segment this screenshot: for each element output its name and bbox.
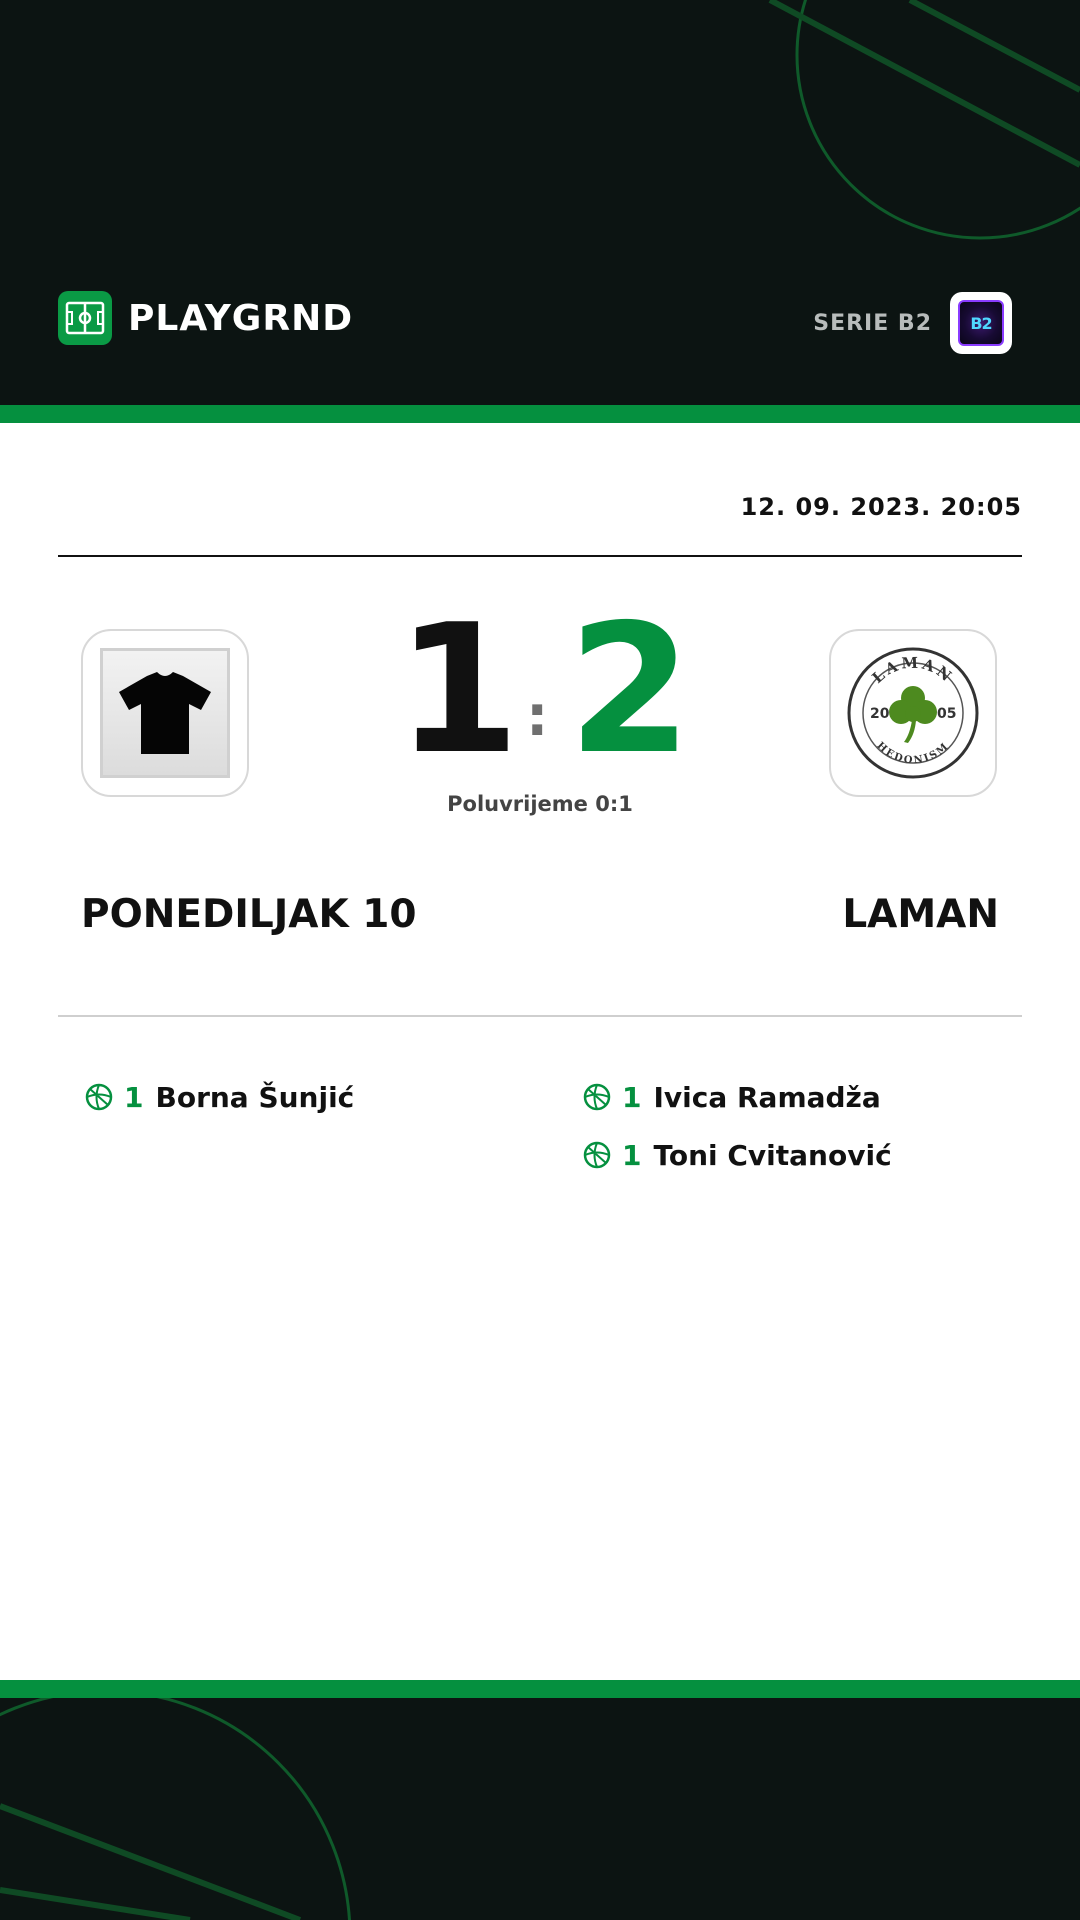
away-scorers	[582, 1068, 892, 1184]
header-accent-stripe	[0, 405, 1080, 423]
player-name: Ivica Ramadža	[653, 1080, 881, 1114]
crest-top-text: LAMAN	[868, 653, 958, 687]
footer-accent-stripe	[0, 1680, 1080, 1698]
football-icon	[84, 1082, 114, 1112]
halftime-score: Poluvrijeme 0:1	[447, 792, 633, 816]
player-name: Borna Šunjić	[155, 1080, 355, 1114]
laman-crest	[846, 646, 980, 780]
score-separator: :	[526, 684, 549, 749]
brand-name: PLAYGRND	[128, 297, 354, 339]
home-scorers	[84, 1068, 354, 1126]
header-banner	[0, 0, 1080, 405]
away-team-logo[interactable]	[829, 629, 997, 797]
player-name: Toni Cvitanović	[653, 1138, 892, 1172]
football-icon	[582, 1140, 612, 1170]
scorer-row[interactable]	[582, 1126, 892, 1184]
scorer-row[interactable]	[84, 1068, 354, 1126]
league-info[interactable]	[813, 292, 1012, 354]
scorer-row[interactable]	[582, 1068, 892, 1126]
match-datetime: 12. 09. 2023. 20:05	[740, 493, 1022, 521]
league-badge	[950, 292, 1012, 354]
goal-count: 1	[622, 1138, 642, 1172]
crest-right-text: 05	[937, 706, 957, 722]
league-name: SERIE B2	[813, 310, 932, 336]
crest-bottom-text: HEDONISM	[874, 740, 952, 767]
goal-count: 1	[622, 1080, 642, 1114]
crest-left-text: 20	[870, 706, 890, 722]
divider	[58, 555, 1022, 557]
away-team-name[interactable]: LAMAN	[842, 892, 999, 937]
home-team-name[interactable]: PONEDILJAK 10	[81, 892, 417, 937]
home-team-logo[interactable]	[81, 629, 249, 797]
home-score: 1	[396, 586, 520, 793]
brand[interactable]	[58, 291, 353, 345]
scoreboard	[390, 586, 692, 793]
divider	[58, 1015, 1022, 1017]
footer-banner	[0, 1698, 1080, 1920]
away-score: 2	[568, 586, 692, 793]
league-badge-logo: B2	[958, 300, 1004, 346]
football-icon	[582, 1082, 612, 1112]
pitch-lines-decoration	[0, 1698, 1080, 1920]
goal-count: 1	[124, 1080, 144, 1114]
shirt-icon	[100, 648, 230, 778]
pitch-icon	[58, 291, 112, 345]
